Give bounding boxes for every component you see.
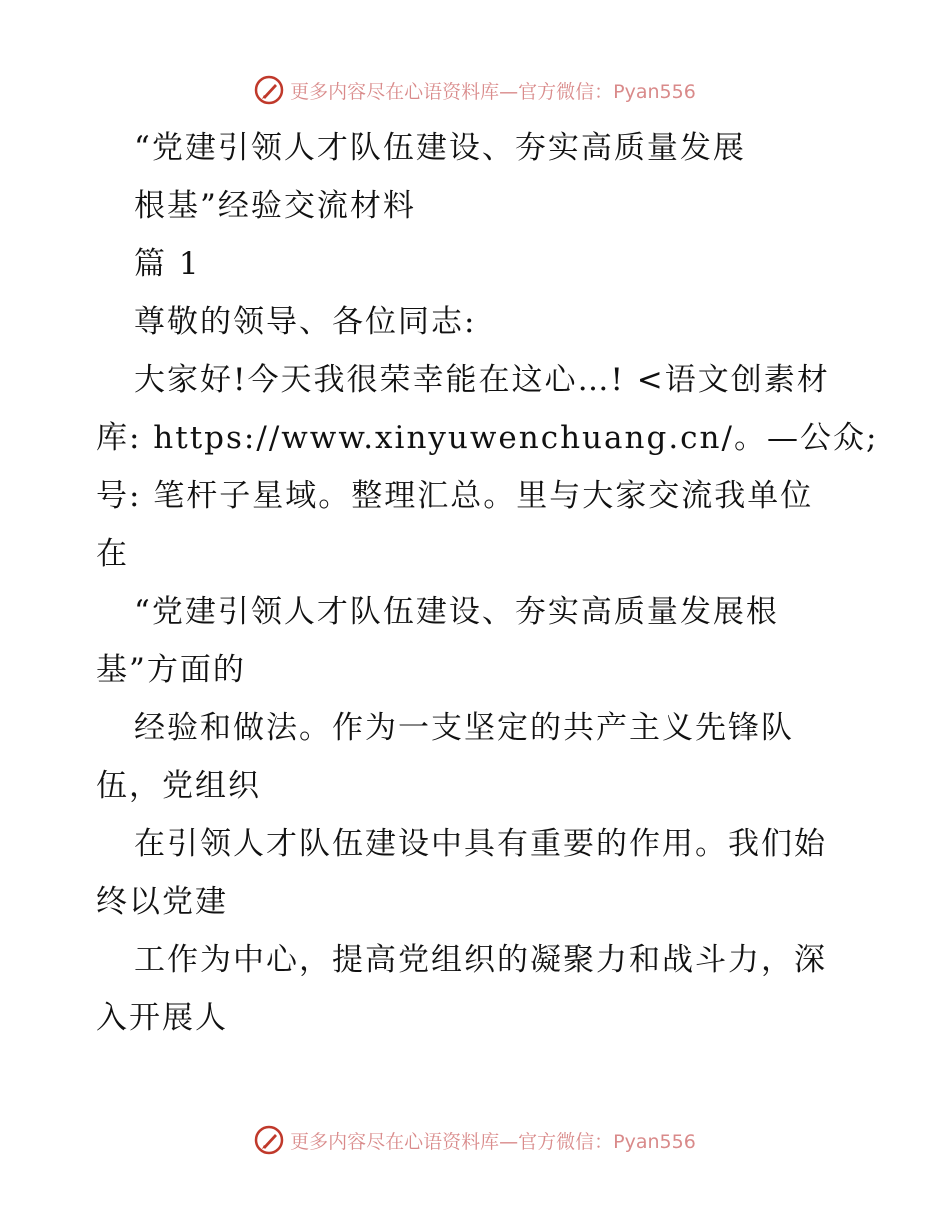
paragraph-line: 终以党建 (96, 884, 228, 920)
paragraph-line: 伍，党组织 (96, 768, 261, 804)
salutation: 尊敬的领导、各位同志: (134, 304, 477, 340)
paragraph-line: 在引领人才队伍建设中具有重要的作用。我们始 (134, 826, 827, 862)
quill-logo-icon (254, 75, 284, 105)
quill-logo-icon (254, 1125, 284, 1155)
paragraph-line: 大家好!今天我很荣幸能在这心…! <语文创素材 (134, 362, 830, 398)
paragraph-line: 在 (96, 536, 129, 572)
paragraph-line: 工作为中心，提高党组织的凝聚力和战斗力，深 (134, 942, 827, 978)
header-banner-text: 更多内容尽在心语资料库—官方微信：Pyan556 (290, 80, 696, 103)
header-banner (0, 70, 950, 110)
paragraph-line: 经验和做法。作为一支坚定的共产主义先锋队 (134, 710, 794, 746)
footer-banner-inner (254, 1125, 696, 1155)
paragraph-line: 基”方面的 (96, 652, 246, 688)
title-line-2: 根基”经验交流材料 (134, 188, 416, 224)
header-banner-inner (254, 75, 696, 105)
paragraph-line: 入开展人 (96, 1000, 228, 1036)
title-line-1: “党建引领人才队伍建设、夯实高质量发展 (134, 130, 746, 166)
paragraph-line: “党建引领人才队伍建设、夯实高质量发展根 (134, 594, 779, 630)
paragraph-line: 号: 笔杆子星域。整理汇总。里与大家交流我单位 (96, 478, 814, 514)
footer-banner (0, 1120, 950, 1160)
section-label: 篇 1 (134, 246, 201, 282)
paragraph-line: 库: https://www.xinyuwenchuang.cn/。—公众; (96, 420, 879, 456)
footer-banner-text: 更多内容尽在心语资料库—官方微信：Pyan556 (290, 1130, 696, 1153)
